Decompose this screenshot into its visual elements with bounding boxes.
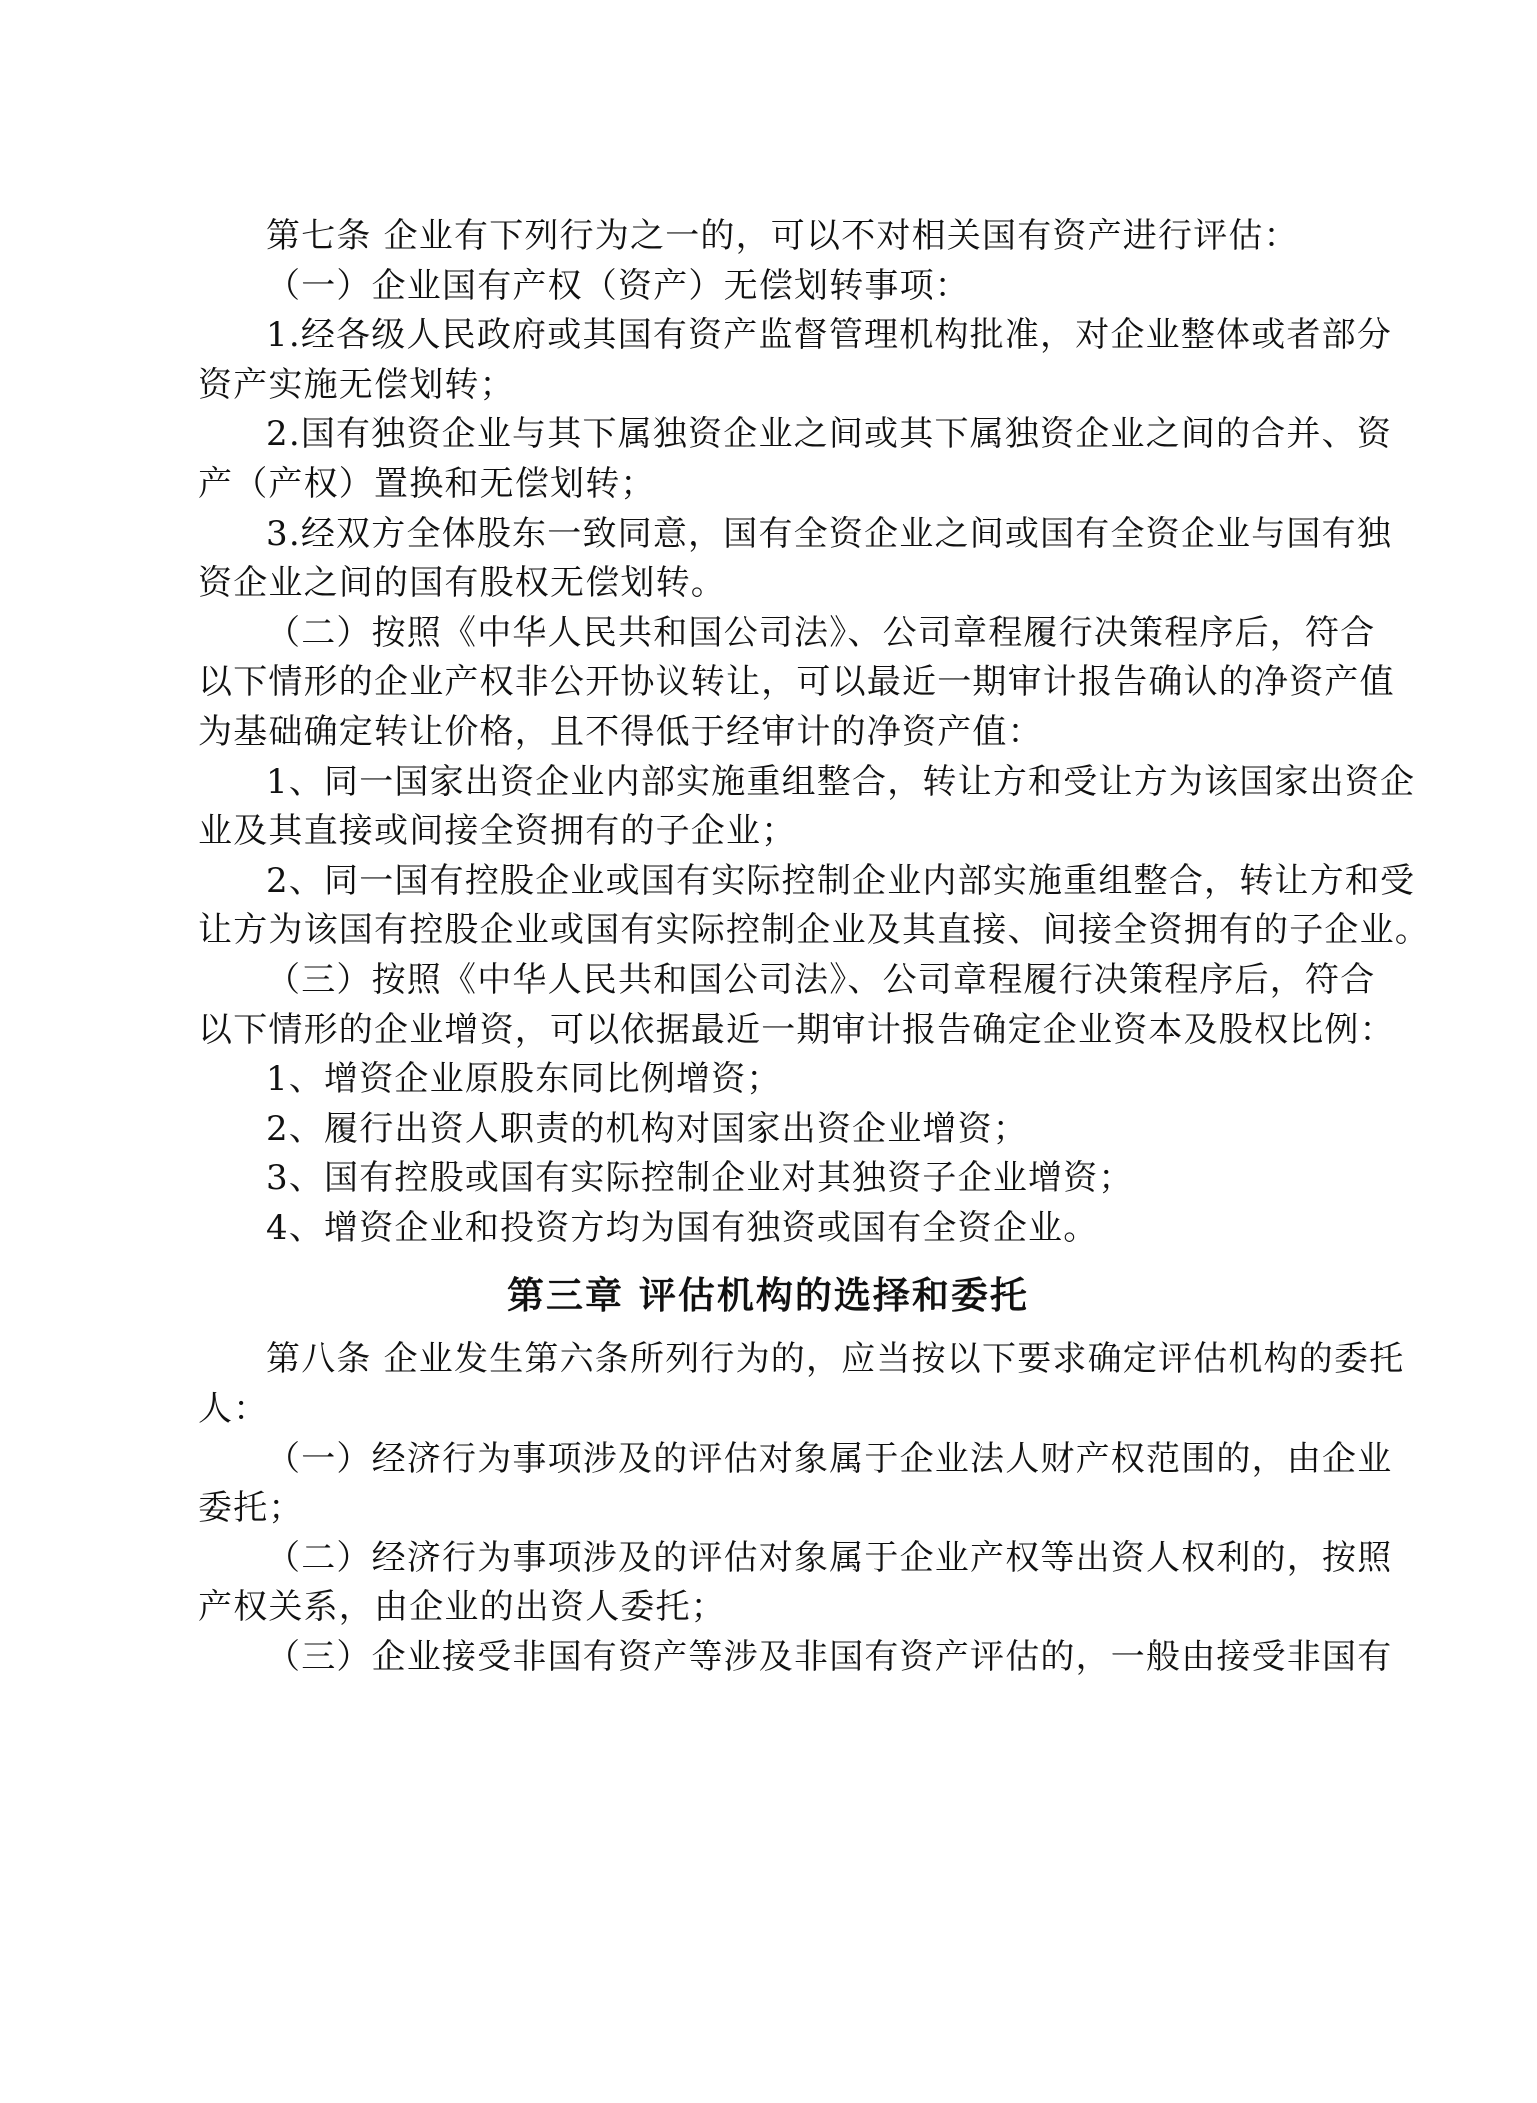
article-8-line-2: 人：	[198, 1389, 269, 1430]
article-7-heading: 第七条 企业有下列行为之一的，可以不对相关国有资产进行评估：	[266, 216, 1299, 256]
clause-2-item-1-line-2: 业及其直接或间接全资拥有的子企业；	[198, 811, 797, 852]
clause-3-item-4: 4、增资企业和投资方均为国有独资或国有全资企业。	[266, 1207, 1099, 1248]
article-8-clause-1-line-1: （一）经济行为事项涉及的评估对象属于企业法人财产权范围的，由企业	[266, 1438, 1393, 1479]
clause-3-line-1: （三）按照《中华人民共和国公司法》、公司章程履行决策程序后，符合	[266, 959, 1376, 1000]
clause-3-item-3: 3、国有控股或国有实际控制企业对其独资子企业增资；	[266, 1158, 1134, 1199]
clause-3-line-2: 以下情形的企业增资，可以依据最近一期审计报告确定企业资本及股权比例：	[198, 1009, 1395, 1050]
clause-1-heading: （一）企业国有产权（资产）无偿划转事项：	[266, 265, 970, 306]
clause-1-item-2-line-1: 2.国有独资企业与其下属独资企业之间或其下属独资企业之间的合并、资	[266, 414, 1393, 455]
clause-2-line-1: （二）按照《中华人民共和国公司法》、公司章程履行决策程序后，符合	[266, 612, 1376, 653]
clause-2-item-2-line-1: 2、同一国有控股企业或国有实际控制企业内部实施重组整合，转让方和受	[266, 860, 1416, 901]
article-8-clause-2-line-1: （二）经济行为事项涉及的评估对象属于企业产权等出资人权利的，按照	[266, 1537, 1393, 1578]
article-8-clause-2-line-2: 产权关系，由企业的出资人委托；	[198, 1587, 726, 1628]
document-body	[198, 212, 1430, 1683]
clause-2-item-2-line-2: 让方为该国有控股企业或国有实际控制企业及其直接、间接全资拥有的子企业。	[198, 910, 1430, 951]
clause-1-item-3-line-1: 3.经双方全体股东一致同意，国有全资企业之间或国有全资企业与国有独	[266, 513, 1393, 554]
chapter-title: 第三章 评估机构的选择和委托	[507, 1274, 1029, 1318]
article-8-line-1: 第八条 企业发生第六条所列行为的，应当按以下要求确定评估机构的委托	[266, 1339, 1405, 1380]
clause-2-line-2: 以下情形的企业产权非公开协议转让，可以最近一期审计报告确认的净资产值	[198, 662, 1395, 703]
clause-1-item-3-line-2: 资企业之间的国有股权无偿划转。	[198, 563, 726, 604]
clause-1-item-1-line-1: 1.经各级人民政府或其国有资产监督管理机构批准，对企业整体或者部分	[266, 315, 1393, 356]
article-8-clause-3-line-1: （三）企业接受非国有资产等涉及非国有资产评估的，一般由接受非国有	[266, 1637, 1393, 1678]
clause-1-item-2-line-2: 产（产权）置换和无偿划转；	[198, 463, 656, 504]
clause-2-line-3: 为基础确定转让价格，且不得低于经审计的净资产值：	[198, 711, 1043, 752]
clause-3-item-2: 2、履行出资人职责的机构对国家出资企业增资；	[266, 1108, 1029, 1149]
article-8-clause-1-line-2: 委托；	[198, 1488, 304, 1529]
clause-1-item-1-line-2: 资产实施无偿划转；	[198, 364, 515, 405]
clause-2-item-1-line-1: 1、同一国家出资企业内部实施重组整合，转让方和受让方为该国家出资企	[266, 761, 1416, 802]
clause-3-item-1: 1、增资企业原股东同比例增资；	[266, 1059, 782, 1100]
